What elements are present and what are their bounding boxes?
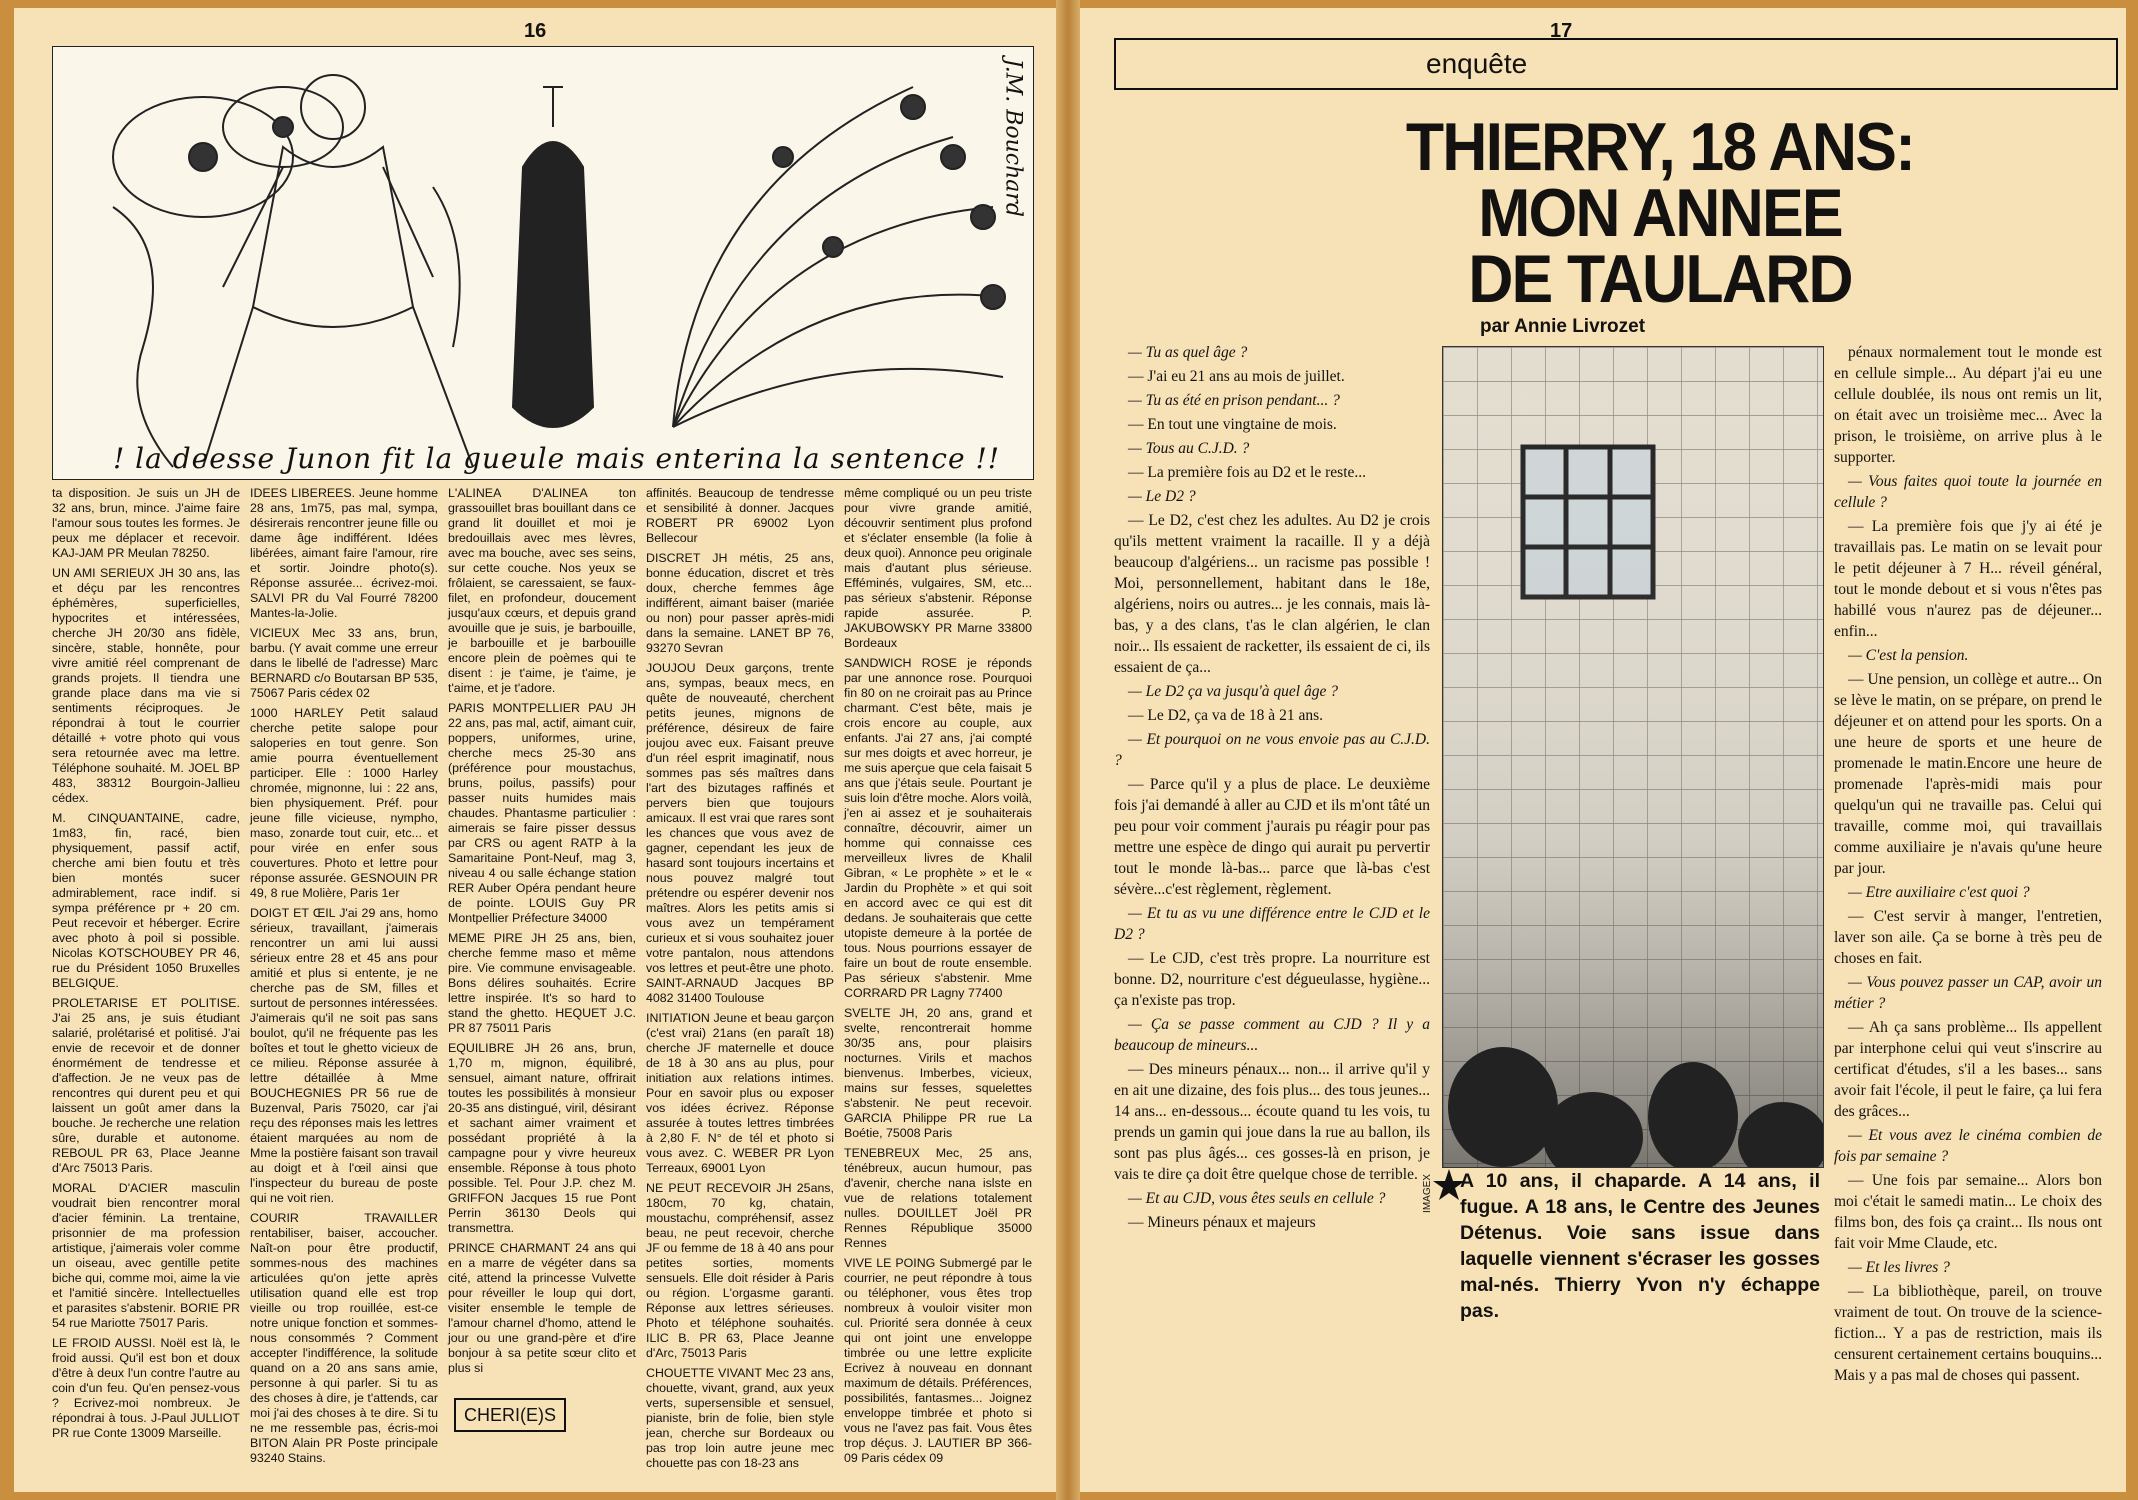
right-page (1080, 8, 2126, 1492)
illustration (52, 46, 1034, 480)
classified-ad: JOUJOU Deux garçons, trente ans, sympas, beaux mecs, en quête de nouveauté, cherchent petits jeunes, mignons de préférence, désireux de faire joujou avec eux. Faisant preuve d'un réel esprit imaginatif, nous sommes pas sés maîtres dans l'art des bizutages raffinés et pervers bien que toujours amicaux. Il est vrai que rares sont les chances que vous avez de gagner, cependant les jeux de hasard sont toujours incertains et nous pouvez malgré tout prétendre ou espérer devenir nos maîtres. Alors les petits amis si vous avez un tempérament curieux et si vous souhaitez jouer votre pantalon, nous attendons vos lettres et peut-être une photo. SAINT-ARNAUD Jacques BP 4082 31400 Toulouse (646, 661, 834, 1005)
artist-signature: J.M. Bouchard (1000, 58, 1025, 217)
interview-answer: — C'est servir à manger, l'entretien, laver son aile. Ça se borne à très peu de choses en fait. (1834, 908, 2102, 967)
classified-ad: L'ALINEA D'ALINEA ton grassouillet bras bouillant dans ce grand lit douillet et moi je bredouillais avec mes lèvres, avec ma bouche, avec ses seins, sur cette couche. Nos yeux se frôlaient, se caressaient, se faux-filet, en profondeur, doucement jusqu'aux cœurs, et depuis grand avouille que je suis, je barbouille, je barbouille et je barbouille encore plein de poèmes qui te disent : je t'aime, je t'aime, je t'aime, et je t'adore. (448, 486, 636, 695)
classified-ad: LE FROID AUSSI. Noël est là, le froid aussi. Qu'il est bon et doux d'être à deux l'un contre l'autre au coin d'un feu. Qu'en pensez-vous ? Ecrivez-moi nombreux. Je répondrai à tous. J-Paul JULLIOT PR rue Conte 13009 Marseille. (52, 1336, 240, 1440)
peacock-fan-left (113, 87, 343, 217)
interview-answer: — J'ai eu 21 ans au mois de juillet. (1128, 368, 1345, 385)
interview-question: — Vous faites quoi toute la journée en cellule ? (1834, 473, 2102, 511)
headline-line: DE TAULARD (1468, 241, 1852, 317)
section-header: enquête (1426, 48, 1528, 79)
classified-ad: DISCRET JH métis, 25 ans, bonne éducation, discret et très doux, cherche femmes âge indifférent, aimant baiser (mariée ou non) pour passer après-midi dans la semaine. LANET BP 76, 93270 Sevran (646, 551, 834, 655)
classified-ad: IDEES LIBEREES. Jeune homme 28 ans, 1m75, pas mal, sympa, désirerais rencontrer jeune fille ou dame âge indifférent. Idées libérées, aimant faire l'amour, rire et sortir. Joindre photo(s). Réponse assurée... écrivez-moi. SALVI PR du Val Fourré 78200 Mantes-la-Jolie. (250, 486, 438, 620)
classified-ad: VICIEUX Mec 33 ans, brun, barbu. (Y avait comme une erreur dans le libellé de l'adresse) Marc BERNARD c/o Boutarsan BP 535, 75067 Paris cédex 02 (250, 626, 438, 700)
prison-window-photo (1442, 346, 1824, 1168)
headline-line: THIERRY, 18 ANS: (1405, 109, 1915, 185)
interview-answer: — La bibliothèque, pareil, on trouve vraiment de tout. On trouve de la science-fiction... Y a pas de restriction, mais ils censurent certainement certains bouquins... Mais y a pas mal de choses qui passent. (1834, 1283, 2102, 1384)
interview-answer: — Une pension, un collège et autre... On se lève le matin, on se prépare, on prend le déjeuner et on attend pour les sports. On a une heure de sports et une heure de promenade le matin.Encore une heure de promenade l'après-midi mais pour quelqu'un qui ne travaille pas. Celui qui travaille, comme moi, qui travaillais comme auxiliaire je n'avais qu'une heure par jour. (1834, 671, 2102, 877)
headline-line: MON ANNEE (1478, 175, 1842, 251)
classified-ad: INITIATION Jeune et beau garçon (c'est vrai) 21ans (en paraît 18) cherche JF maternelle et douce de 18 à 30 ans au plus, pour initiation aux relations intimes. Pour en savoir plus ou exposer vos idées écrivez. Réponse assurée à toutes lettres timbrées à 2,80 F. N° de tél et photo si vous avez. C. WEBER PR Lyon Terreaux, 69001 Lyon (646, 1011, 834, 1175)
interview-question: — Et les livres ? (1848, 1259, 1950, 1276)
headline (1274, 109, 2047, 317)
interview-question: — Ça se passe comment au CJD ? Il y a beaucoup de mineurs... (1114, 1016, 1430, 1054)
classifieds-column-1 (52, 486, 240, 1446)
classifieds-column-4 (646, 486, 834, 1476)
interview-question: — Tous au C.J.D. ? (1128, 440, 1250, 457)
interview-answer: — Le D2, c'est chez les adultes. Au D2 je crois qu'ils mettent vraiment la racaille. Il y a déjà beaucoup d'algériens... un racisme pas possible ! Moi, personnellement, habitant dans le 18e, algériens, noirs ou autres... je les connais, mais là-bas, y a des clans, t'as le clan algérien, le clan noir... Ils essaient de racketter, ils essaient de ci, ils essaient de ça... (1114, 512, 1430, 676)
classified-ad: même compliqué ou un peu triste pour vivre grande amitié, découvrir sentiment plus profond et s'éclater ensemble (la folie à deux quoi). Annonce peu originale mais d'autant plus sérieuse. Efféminés, vulgaires, SM, etc... pas sérieux s'abstenir. Réponse rapide assurée. P. JAKUBOWSKY PR Marne 33800 Bordeaux (844, 486, 1032, 650)
classified-ad: DOIGT ET ŒIL J'ai 29 ans, homo sérieux, travaillant, j'aimerais rencontrer un ami lui aussi sérieux entre 28 et 45 ans pour amitié et plus si entente, je ne cherche pas de SM, filles et surtout de personnes intéressées. J'aimerais qu'il ne soit pas sans boulot, qu'il ne fréquente pas les boîtes et tout le ghetto vicieux de ce milieu. Réponse assurée à lettre détaillée à Mme BOUCHEGNIES PR 56 rue de Buzenval, Paris 75020, car j'ai reçu des réponses mais les lettres étaient marquées au nom de Mme la postière faisant son travail au doigt et à l'œil ainsi que l'inspecteur du bureau de poste qui ne voit rien. (250, 906, 439, 1205)
peacock-bird (513, 87, 593, 427)
classified-ad: PRINCE CHARMANT 24 ans qui en a marre de végéter dans sa cité, attend la princesse Vulvette pour réveiller le loup qui dort, visiter ensemble le temple de l'amour charnel d'homo, attend le jour ou une grand-père et d'ire bonjour à sa petite sœur clito et plus si (448, 1241, 636, 1375)
classified-ad: SVELTE JH, 20 ans, grand et svelte, rencontrerait homme 30/35 ans, pour plaisirs nocturnes. Virils et machos bienvenus. Imberbes, vicieux, mains sur fesses, squelettes s'abstenir. Ne peut recevoir. GARCIA Philippe PR rue La Boétie, 75008 Paris (844, 1006, 1032, 1140)
interview-question: — Tu as été en prison pendant... ? (1128, 392, 1340, 409)
interview-answer: — La première fois que j'y ai été je travaillais pas. Le matin on se levait pour le petit déjeuner à 7 H... réveil général, tout le monde debout et si vous n'êtes pas habillé vous n'aurez pas de déjeuner... enfin... (1834, 518, 2102, 640)
photo-credit: IMAGEX (1421, 1174, 1433, 1213)
classified-ad: M. CINQUANTAINE, cadre, 1m83, fin, racé, bien physiquement, passif actif, cherche ami bien foutu et très bien montés sucer admirablement, race indif. si sympa préférence pr + 20 cm. Peut recevoir et héberger. Ecrire avec photo à poil si possible. Nicolas KOTSCHOUBEY PR 46, rue du Président 1050 Bruxelles BELGIQUE. (52, 811, 240, 990)
classified-ad: ta disposition. Je suis un JH de 32 ans, brun, mince. J'aime faire l'amour sous toutes les formes. Je peux me déplacer et recevoir. KAJ-JAM PR Meulan 78250. (52, 486, 240, 560)
interview-answer: — En tout une vingtaine de mois. (1128, 416, 1337, 433)
interview-answer: — Le D2, ça va de 18 à 21 ans. (1128, 707, 1323, 724)
peacock-goddess-drawing (53, 47, 1033, 479)
classified-ad: EQUILIBRE JH 26 ans, brun, 1,70 m, mignon, équilibré, sensuel, aimant nature, offrirait toutes les possibilités à monsieur 20-35 ans distingué, viril, désirant et sachant aimer vraiment et possédant propriété à la campagne pour y vivre heureux ensemble. Réponse à tous photo possible. Tel. Pour J.P. chez M. GRIFFON Jacques 15 rue Pont Perrin 36130 Deols qui transmettra. (448, 1041, 636, 1235)
classifieds-column-2 (250, 486, 438, 1471)
classified-ad: TENEBREUX Mec, 25 ans, ténébreux, aucun humour, pas d'avenir, cherche nana islste en vue de relations totalement nulles. DOUILLET Joël PR Rennes République 35000 Rennes (844, 1146, 1032, 1250)
section-label: CHERI(E)S (454, 1398, 566, 1432)
interview-question: — Tu as quel âge ? (1128, 344, 1248, 361)
classified-ad: MEME PIRE JH 25 ans, bien, cherche femme maso et même pire. Vie commune envisageable. Bons délires souhaités. Ecrire lettre inspirée. It's so hard to stand the ghetto. HEQUET J.C. PR 87 75011 Paris (448, 931, 636, 1035)
interview-answer: — Des mineurs pénaux... non... il arrive qu'il y en ait une dizaine, des fois plus... des tous jeunes... 14 ans... en-dessous... écoute quand tu les vois, tu prends un gamin qui joue dans la rue au ballon, ils sont pas plus âgés... ces gosses-là en prison, je vais te dire ça doit être quelque chose de terrible. (1114, 1061, 1430, 1183)
interview-answer: pénaux normalement tout le monde est en cellule simple... Au départ j'ai eu une cellule doublée, ils nous ont remis un lit, on était avec un troisième mec... Avec la prison, le troisième, on arrive plus à le supporter. (1834, 344, 2102, 466)
interview-question: — Le D2 ça va jusqu'à quel âge ? (1128, 683, 1338, 700)
interview-question: — Et pourquoi on ne vous envoie pas au C.J.D. ? (1114, 731, 1430, 769)
interview-column-1 (1114, 342, 1430, 1236)
classified-ad: NE PEUT RECEVOIR JH 25ans, 180cm, 70 kg, chatain, moustachu, compréhensif, assez beau, ne peut recevoir, cherche JF ou femme de 18 à 40 ans pour petites sorties, moments sensuels. Elle doit résider à Paris ou région. L'orgasme garanti. Réponse aux lettres sérieuses. Photo et téléphone souhaités. ILIC B. PR 63, Place Jeanne d'Arc, 75013 Paris (646, 1181, 834, 1360)
classifieds-column-5 (844, 486, 1032, 1471)
interview-answer: — Parce qu'il y a plus de place. Le deuxième fois j'ai demandé à aller au CJD et ils m'ont tâté un peu pour voir comment j'aurais pu réagir pour pas mettre une espèce de dingo qui aurait pu pervertir tout le monde là-bas... parce que là-bas c'est sévère...c'est règlement, règlement. (1114, 776, 1430, 898)
interview-question: — Et tu as vu une différence entre le CJD et le D2 ? (1114, 905, 1430, 943)
classified-ad: SANDWICH ROSE je réponds par une annonce rose. Pourquoi fin 80 on ne croirait pas au Prince charmant. C'est bête, mais je crois encore au couple, aux enfants. J'ai 27 ans, j'ai compté sur mes doigts et avec horreur, je me suis aperçue que cela faisait 5 ans que j'étais seule. Pourtant je suis loin d'être moche. Alors voilà, j'en ai assez et je souhaiterais connaître, découvrir, aimer un homme qui connaisse ces merveilleux livres de Khalil Gibran, « Le prophète » et le « Jardin du Prophète » et qui soit en accord avec ce qui est dit dedans. Je souhaiterais que cette utopiste demeure à la portée de tous. Nous pourrions essayer de faire un bout de route ensemble. Pas sérieux s'abstenir. Mme CORRARD PR Lagny 77400 (844, 656, 1032, 1000)
classified-ad: COURIR TRAVAILLER rentabiliser, baiser, accoucher. Naît-on pour être productif, sommes-nous des machines articulées qu'on jette après utilisation quand elle est trop vieille ou trop rouillée, est-ce notre unique fonction et sommes-nous consommés ? Comment accepter l'indifférence, la solitude quand on a 20 ans sans amie, personne à qui parler. Si tu as des choses à dire, je t'attends, car moi j'ai des choses à te dire. Si tu ne me ressemble pas, écris-moi BITON Alain PR Poste principale 93240 Stains. (250, 1211, 438, 1465)
center-gutter (1056, 0, 1080, 1500)
classified-ad: MORAL D'ACIER masculin voudrait bien rencontrer moral d'acier féminin. La trentaine, prisonnier de ma profession artistique, j'aimerais voler comme un oiseau, avec gentille petite biche qui, comme moi, aime la vie et l'amitié sincère. Intellectuelles et parasites s'abstenir. BORIE PR 54 rue Mariotte 75017 Paris. (52, 1181, 240, 1330)
classified-ad: CHOUETTE VIVANT Mec 23 ans, chouette, vivant, grand, aux yeux verts, supersensible et sensuel, pianiste, brin de folie, bien style jean, cherche sur Bordeaux ou pas trop loin autre jeune mec chouette pas con 18-23 ans (646, 1366, 834, 1470)
illustration-caption: ! la deesse Junon fit la gueule mais enterina la sentence !! (113, 442, 1000, 475)
classified-ad: 1000 HARLEY Petit salaud cherche petite salope pour saloperies en tout genre. Son amie pourra éventuellement participer. Elle : 1000 Harley chromée, mignonne, lui : 22 ans, bien physiquement. Préf. pour jeune fille vicieuse, nympho, maso, zonarde tout cuir, etc... et pour virée en enfer sous couvertures. Photo et lettre pour réponse assurée. GESNOUIN PR 49, 8 rue Molière, Paris 1er (250, 706, 438, 900)
byline: par Annie Livrozet (1480, 316, 1646, 337)
peacock-fan-right (673, 87, 1005, 427)
goddess-figure (203, 75, 473, 467)
interview-question: — Et au CJD, vous êtes seuls en cellule ? (1128, 1190, 1386, 1207)
article-intro: A 10 ans, il chaparde. A 14 ans, il fugue. A 18 ans, le Centre des Jeunes Détenus. Voie sans issue dans laquelle viennent s'écraser les gosses mal-nés. Thierry Yvon n'y échappe pas. (1460, 1170, 1820, 1322)
tiled-wall-image (1443, 347, 1823, 1167)
interview-answer: — Le CJD, c'est très propre. La nourriture est bonne. D2, nourriture c'est dégueulasse, hygiène... ça n'existe pas trop. (1114, 950, 1430, 1009)
interview-column-2 (1834, 342, 2102, 1389)
interview-answer: — Une fois par semaine... Alors bon moi c'était le samedi matin... Le choix des films bon, des fois ça craint... Ils nous ont fait voir Mme Claude, etc. (1834, 1172, 2102, 1252)
classified-ad: VIVE LE POING Submergé par le courrier, ne peut répondre à tous ou téléphoner, vous êtes trop nombreux à vouloir visiter mon cul. Priorité sera donnée à ceux qui ont joint une enveloppe timbrée ou une lettre explicite Ecrivez à nouveau en donnant maximum de détails. Préférences, possibilités, fantasmes... Joignez enveloppe timbrée et photo si vous ne l'avez pas fait. Vous êtes trop déçus. J. LAUTIER BP 366-09 Paris cédex 09 (844, 1256, 1032, 1465)
interview-question: — Le D2 ? (1128, 488, 1196, 505)
classified-ad: affinités. Beaucoup de tendresse et sensibilité à donner. Jacques ROBERT PR 69002 Lyon Bellecour (646, 486, 834, 545)
interview-answer: — Mineurs pénaux et majeurs (1128, 1214, 1316, 1231)
classified-ad: UN AMI SERIEUX JH 30 ans, las et déçu par les rencontres éphémères, superficielles, hypocrites et intéressées, cherche JH 20/30 ans fidèle, sincère, stable, honnête, pour vivre amitié réel comprenant de grands projets. Il tiendra une grande place dans ma vie si sentiments réciproques. Je répondrai à tout le courrier détaillé + votre photo qui vous sera retournée avec ma lettre. Téléphone souhaité. M. JOEL BP 483, 38312 Bourgoin-Jallieu cédex. (52, 566, 240, 805)
section-header-box (1114, 38, 2118, 90)
page-number: 17 (1550, 20, 1573, 42)
classified-ad: PARIS MONTPELLIER PAU JH 22 ans, pas mal, actif, aimant cuir, poppers, uniformes, urine, cherche mecs 25-30 ans (préférence pour moustachus, bruns, poilus, passifs) pour passer nuits humides mais chaudes. Phantasme particulier : aimerais se faire pisser dessus par CRS ou agent RATP à la Samaritaine Pont-Neuf, mag 3, niveau 4 ou salle échange station RER Auber Opéra pendant heure de pointe. LOUIS Guy PR Montpellier Préfecture 34000 (448, 701, 636, 925)
left-page (14, 8, 1056, 1492)
classifieds-column-3 (448, 486, 636, 1381)
interview-answer: — La première fois au D2 et le reste... (1128, 464, 1367, 481)
classified-ad: PROLETARISE ET POLITISE. J'ai 25 ans, je suis étudiant salarié, prolétarisé et politisé. J'ai envie de recevoir et de donner énormément de tendresse et d'affection. Je ne veux pas de rencontres qui durent peu et qui laissent un goût amer dans la bouche. Je recherche une relation sûre, durable et autonome. REBOUL PR 63, Place Jeanne d'Arc 75013 Paris. (52, 996, 240, 1175)
interview-question: — Vous pouvez passer un CAP, avoir un métier ? (1834, 974, 2102, 1012)
page-number: 16 (524, 20, 547, 42)
interview-question: — Etre auxiliaire c'est quoi ? (1848, 884, 2030, 901)
interview-answer: — Ah ça sans problème... Ils appellent par interphone celui qui veut s'inscrire au certificat d'études, s'il a les bases... sans avoir fait l'école, il peut le faire, ça lui fera des grâces... (1834, 1019, 2102, 1120)
interview-question: — Et vous avez le cinéma combien de fois par semaine ? (1834, 1127, 2102, 1165)
interview-question: — C'est la pension. (1848, 647, 1969, 664)
